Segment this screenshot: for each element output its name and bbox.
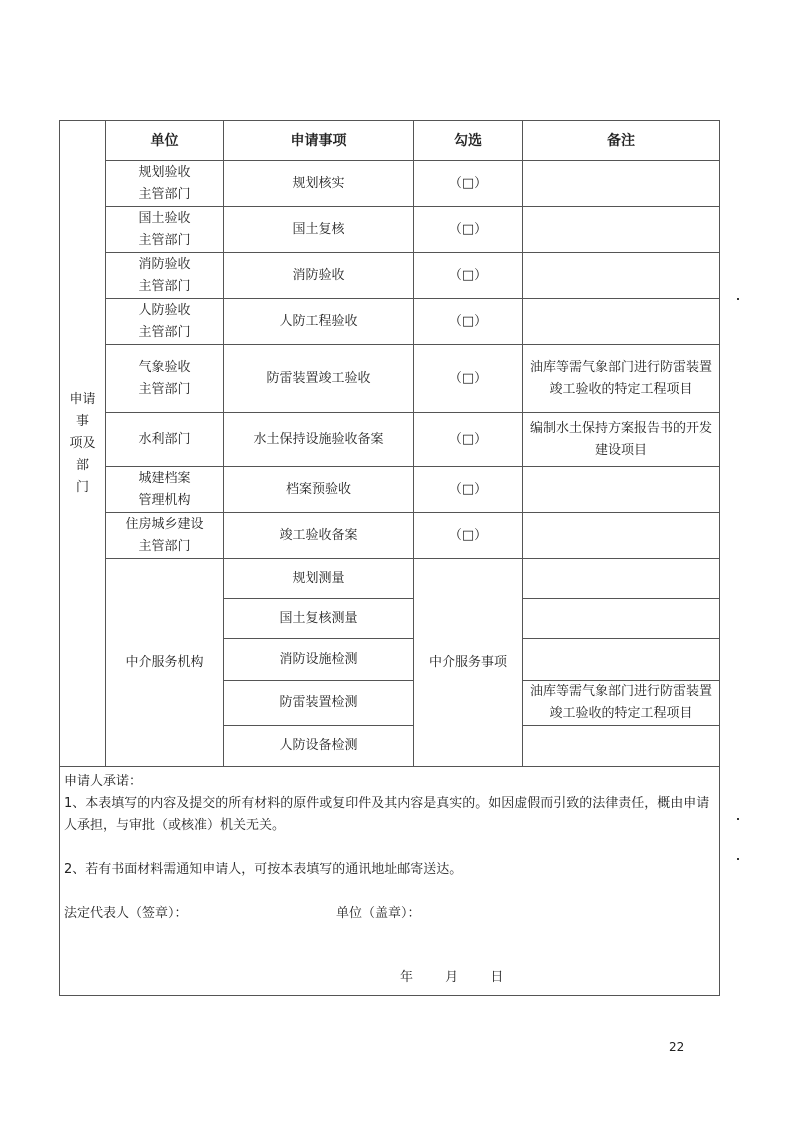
agency-item-cell: 防雷装置检测 (224, 681, 414, 726)
date-day: 日 (490, 970, 504, 985)
agency-note-cell (523, 639, 720, 681)
checkbox[interactable]: （□） (414, 253, 523, 299)
pledge-clause-2: 2、若有书面材料需通知申请人，可按本表填写的通讯地址邮寄送达。 (64, 862, 463, 877)
table-row (60, 161, 720, 207)
item-cell: 规划核实 (224, 161, 414, 207)
scan-dot (737, 818, 739, 820)
checkbox[interactable]: （□） (414, 513, 523, 559)
pledge-row (60, 767, 720, 996)
page-number: 22 (669, 1040, 685, 1054)
table-row (60, 413, 720, 467)
checkbox[interactable]: （□） (414, 413, 523, 467)
unit-header: 单位 (106, 121, 224, 161)
agency-row (60, 559, 720, 599)
item-cell: 防雷装置竣工验收 (224, 345, 414, 413)
table-row (60, 467, 720, 513)
agency-note-cell (523, 559, 720, 599)
item-cell: 水土保持设施验收备案 (224, 413, 414, 467)
unit-cell: 气象验收 主管部门 (106, 345, 224, 413)
application-form-table (59, 120, 720, 996)
note-cell (523, 467, 720, 513)
date-line (64, 967, 715, 989)
legal-representative-signature: 法定代表人（签章）： (64, 906, 188, 921)
item-cell: 国土复核 (224, 207, 414, 253)
date-year: 年 (400, 970, 414, 985)
table-row (60, 299, 720, 345)
unit-cell: 国土验收 主管部门 (106, 207, 224, 253)
checkbox[interactable]: （□） (414, 207, 523, 253)
agency-check-cell: 中介服务事项 (414, 559, 523, 767)
item-cell: 消防验收 (224, 253, 414, 299)
checkbox[interactable]: （□） (414, 345, 523, 413)
agency-note-cell: 油库等需气象部门进行防雷装置竣工验收的特定工程项目 (523, 681, 720, 726)
header-row (60, 121, 720, 161)
pledge-section (60, 767, 720, 996)
note-cell (523, 253, 720, 299)
unit-cell: 消防验收 主管部门 (106, 253, 224, 299)
item-cell: 竣工验收备案 (224, 513, 414, 559)
checkbox[interactable]: （□） (414, 161, 523, 207)
checkbox[interactable]: （□） (414, 299, 523, 345)
unit-cell: 水利部门 (106, 413, 224, 467)
agency-item-cell: 国土复核测量 (224, 599, 414, 639)
check-header: 勾选 (414, 121, 523, 161)
pledge-clause-1: 1、本表填写的内容及提交的所有材料的原件或复印件及其内容是真实的。如因虚假而引致的法律责任，概由申请人承担，与审批（或核准）机关无关。 (64, 796, 710, 833)
note-header: 备注 (523, 121, 720, 161)
unit-cell: 规划验收 主管部门 (106, 161, 224, 207)
unit-cell: 住房城乡建设 主管部门 (106, 513, 224, 559)
note-cell: 编制水土保持方案报告书的开发建设项目 (523, 413, 720, 467)
agency-item-cell: 人防设备检测 (224, 726, 414, 767)
checkbox[interactable]: （□） (414, 467, 523, 513)
note-cell (523, 299, 720, 345)
scan-dot (737, 298, 739, 300)
side-header: 申请事 项及部 门 (60, 121, 106, 767)
table-row (60, 345, 720, 413)
note-cell (523, 513, 720, 559)
agency-item-cell: 规划测量 (224, 559, 414, 599)
agency-note-cell (523, 726, 720, 767)
agency-note-cell (523, 599, 720, 639)
scan-dot (737, 858, 739, 860)
pledge-title: 申请人承诺： (64, 774, 143, 789)
note-cell (523, 207, 720, 253)
date-month: 月 (445, 970, 459, 985)
table-row (60, 513, 720, 559)
item-cell: 人防工程验收 (224, 299, 414, 345)
unit-cell: 人防验收 主管部门 (106, 299, 224, 345)
note-cell (523, 161, 720, 207)
item-cell: 档案预验收 (224, 467, 414, 513)
agency-unit-cell: 中介服务机构 (106, 559, 224, 767)
table-row (60, 207, 720, 253)
unit-seal: 单位（盖章）： (336, 906, 421, 921)
note-cell: 油库等需气象部门进行防雷装置竣工验收的特定工程项目 (523, 345, 720, 413)
item-header: 申请事项 (224, 121, 414, 161)
unit-cell: 城建档案 管理机构 (106, 467, 224, 513)
table-row (60, 253, 720, 299)
agency-item-cell: 消防设施检测 (224, 639, 414, 681)
